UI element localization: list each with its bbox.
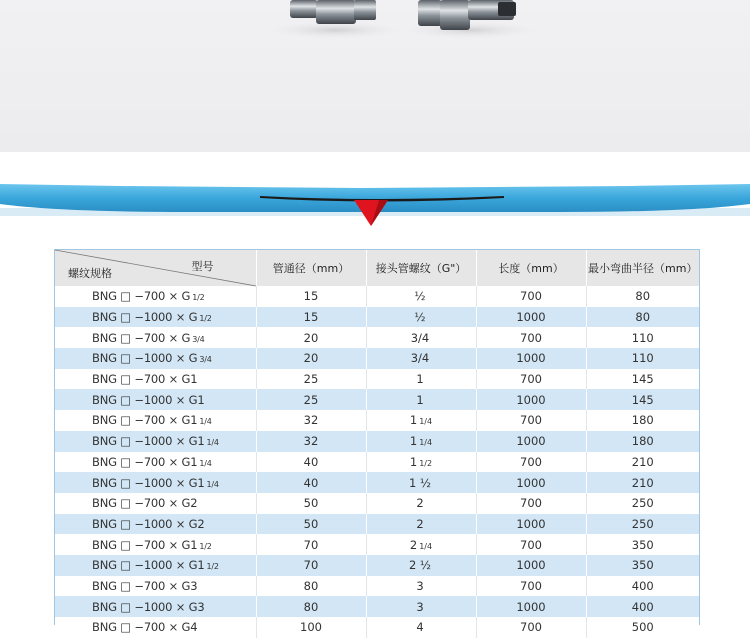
cell-spec xyxy=(55,369,256,390)
thread-fraction: 1/4 xyxy=(419,541,433,551)
cell-length: 700 xyxy=(476,534,586,555)
cell-radius: 210 xyxy=(586,452,699,473)
cell-length: 1000 xyxy=(476,472,586,493)
cell-diameter: 25 xyxy=(256,369,366,390)
cell-diameter: 70 xyxy=(256,534,366,555)
table-row xyxy=(55,617,699,638)
cell-radius: 110 xyxy=(586,348,699,369)
table-row xyxy=(55,348,699,369)
cell-thread xyxy=(366,307,476,328)
table-row xyxy=(55,576,699,597)
cell-radius: 80 xyxy=(586,307,699,328)
cell-radius: 210 xyxy=(586,472,699,493)
thread-text: 1 xyxy=(409,413,418,428)
cell-thread xyxy=(366,369,476,390)
cell-spec xyxy=(55,555,256,576)
spec-fraction: 3/4 xyxy=(199,355,212,365)
thread-text: 3 xyxy=(416,578,424,593)
hose-fittings-image xyxy=(0,0,750,152)
cell-thread xyxy=(366,514,476,535)
cell-spec xyxy=(55,472,256,493)
table-row xyxy=(55,286,699,307)
spec-text: BNG □ −700 × G4 xyxy=(92,620,198,635)
cell-diameter: 50 xyxy=(256,493,366,514)
cell-length: 700 xyxy=(476,369,586,390)
cell-length: 700 xyxy=(476,617,586,638)
cell-diameter: 80 xyxy=(256,596,366,617)
spec-text: BNG □ −1000 × G xyxy=(92,310,198,325)
header-diameter: 管通径（mm） xyxy=(256,250,366,286)
spec-text: BNG □ −1000 × G xyxy=(92,351,198,366)
table-row xyxy=(55,493,699,514)
thread-text: 3/4 xyxy=(410,330,430,345)
table-row xyxy=(55,431,699,452)
table-header-row xyxy=(55,250,699,286)
cell-spec xyxy=(55,596,256,617)
cell-diameter: 20 xyxy=(256,327,366,348)
spec-fraction: 1/4 xyxy=(206,438,219,448)
header-length: 长度（mm） xyxy=(476,250,586,286)
header-thread: 接头管螺纹（G"） xyxy=(366,250,476,286)
table-row xyxy=(55,452,699,473)
cell-radius: 145 xyxy=(586,389,699,410)
spec-text: BNG □ −700 × G xyxy=(92,289,191,304)
cell-length: 700 xyxy=(476,452,586,473)
cell-thread xyxy=(366,431,476,452)
header-model-label: 型号 xyxy=(191,260,214,273)
thread-text: 2 xyxy=(416,496,424,511)
cell-radius: 80 xyxy=(586,286,699,307)
cell-radius: 180 xyxy=(586,410,699,431)
thread-text: ½ xyxy=(414,289,426,304)
spec-text: BNG □ −700 × G1 xyxy=(92,537,198,552)
spec-text: BNG □ −700 × G1 xyxy=(92,372,198,387)
table-row xyxy=(55,534,699,555)
thread-text: 1 xyxy=(416,392,424,407)
cell-length: 1000 xyxy=(476,514,586,535)
spec-text: BNG □ −1000 × G1 xyxy=(92,434,205,449)
cell-radius: 250 xyxy=(586,493,699,514)
cell-diameter: 15 xyxy=(256,307,366,328)
spec-text: BNG □ −1000 × G1 xyxy=(92,475,205,490)
thread-fraction: 1/4 xyxy=(419,438,433,448)
table-row xyxy=(55,555,699,576)
thread-text: 2 xyxy=(416,516,424,531)
cell-diameter: 15 xyxy=(256,286,366,307)
header-radius: 最小弯曲半径（mm） xyxy=(586,250,699,286)
spec-fraction: 1/2 xyxy=(199,314,212,324)
spec-text: BNG □ −1000 × G1 xyxy=(92,392,205,407)
cell-thread xyxy=(366,596,476,617)
cell-length: 1000 xyxy=(476,389,586,410)
spec-text: BNG □ −700 × G3 xyxy=(92,578,198,593)
cell-thread xyxy=(366,389,476,410)
thread-text: 2 ½ xyxy=(408,558,432,573)
cell-thread xyxy=(366,555,476,576)
cell-length: 700 xyxy=(476,286,586,307)
cell-length: 700 xyxy=(476,493,586,514)
spec-text: BNG □ −1000 × G1 xyxy=(92,558,205,573)
cell-spec xyxy=(55,348,256,369)
cell-diameter: 80 xyxy=(256,576,366,597)
thread-text: 3 xyxy=(416,599,424,614)
cell-thread xyxy=(366,472,476,493)
cell-spec xyxy=(55,617,256,638)
cell-thread xyxy=(366,576,476,597)
cell-length: 700 xyxy=(476,327,586,348)
thread-text: 2 xyxy=(409,537,418,552)
cell-length: 700 xyxy=(476,410,586,431)
thread-text: 4 xyxy=(416,620,424,635)
cell-spec xyxy=(55,493,256,514)
cell-diameter: 70 xyxy=(256,555,366,576)
cell-spec xyxy=(55,514,256,535)
cell-spec xyxy=(55,534,256,555)
cell-diameter: 25 xyxy=(256,389,366,410)
cell-diameter: 50 xyxy=(256,514,366,535)
spec-fraction: 1/2 xyxy=(199,541,212,551)
table-row xyxy=(55,596,699,617)
banner-graphic xyxy=(0,178,750,230)
spec-text: BNG □ −700 × G xyxy=(92,330,191,345)
spec-fraction: 1/2 xyxy=(192,293,205,303)
cell-spec xyxy=(55,327,256,348)
fitting-left xyxy=(290,0,376,24)
header-corner-cell xyxy=(55,250,256,286)
thread-text: 3/4 xyxy=(410,351,430,366)
table-row xyxy=(55,514,699,535)
cell-spec xyxy=(55,307,256,328)
cell-diameter: 32 xyxy=(256,410,366,431)
cell-diameter: 100 xyxy=(256,617,366,638)
cell-radius: 350 xyxy=(586,555,699,576)
table-row xyxy=(55,369,699,390)
spec-fraction: 1/2 xyxy=(206,562,219,572)
cell-length: 700 xyxy=(476,576,586,597)
thread-text: ½ xyxy=(414,310,426,325)
cell-spec xyxy=(55,452,256,473)
cell-length: 1000 xyxy=(476,555,586,576)
table-row xyxy=(55,410,699,431)
cell-diameter: 20 xyxy=(256,348,366,369)
thread-text: 1 xyxy=(416,372,424,387)
cell-thread xyxy=(366,493,476,514)
table-row xyxy=(55,307,699,328)
cell-length: 1000 xyxy=(476,431,586,452)
product-photo xyxy=(0,0,750,152)
spec-text: BNG □ −1000 × G3 xyxy=(92,599,205,614)
cell-radius: 400 xyxy=(586,576,699,597)
cell-radius: 110 xyxy=(586,327,699,348)
cell-diameter: 40 xyxy=(256,472,366,493)
cell-radius: 250 xyxy=(586,514,699,535)
cell-spec xyxy=(55,431,256,452)
cell-thread xyxy=(366,617,476,638)
table-row xyxy=(55,472,699,493)
table-row xyxy=(55,327,699,348)
cell-diameter: 40 xyxy=(256,452,366,473)
cell-spec xyxy=(55,410,256,431)
spec-text: BNG □ −700 × G2 xyxy=(92,496,198,511)
thread-fraction: 1/2 xyxy=(419,458,433,468)
cell-spec xyxy=(55,286,256,307)
cell-thread xyxy=(366,410,476,431)
thread-text: 1 xyxy=(409,434,418,449)
section-divider-banner xyxy=(0,178,750,230)
spec-text: BNG □ −700 × G1 xyxy=(92,454,198,469)
thread-text: 1 xyxy=(409,454,418,469)
thread-text: 1 ½ xyxy=(408,475,432,490)
cell-radius: 180 xyxy=(586,431,699,452)
spec-text: BNG □ −1000 × G2 xyxy=(92,516,205,531)
cell-diameter: 32 xyxy=(256,431,366,452)
cell-length: 1000 xyxy=(476,348,586,369)
cell-radius: 500 xyxy=(586,617,699,638)
header-thread-spec-label: 螺纹规格 xyxy=(68,267,112,280)
spec-text: BNG □ −700 × G1 xyxy=(92,413,198,428)
table-row xyxy=(55,389,699,410)
spec-fraction: 1/4 xyxy=(199,458,212,468)
spec-fraction: 1/4 xyxy=(199,417,212,427)
cell-length: 1000 xyxy=(476,596,586,617)
cell-thread xyxy=(366,452,476,473)
cell-radius: 145 xyxy=(586,369,699,390)
cell-thread xyxy=(366,348,476,369)
cell-spec xyxy=(55,389,256,410)
thread-fraction: 1/4 xyxy=(419,417,433,427)
cell-radius: 400 xyxy=(586,596,699,617)
cell-length: 1000 xyxy=(476,307,586,328)
cell-thread xyxy=(366,534,476,555)
spec-table xyxy=(54,249,700,635)
cell-spec xyxy=(55,576,256,597)
spec-fraction: 1/4 xyxy=(206,479,219,489)
cell-thread xyxy=(366,286,476,307)
cell-thread xyxy=(366,327,476,348)
spec-fraction: 3/4 xyxy=(192,334,205,344)
cell-radius: 350 xyxy=(586,534,699,555)
